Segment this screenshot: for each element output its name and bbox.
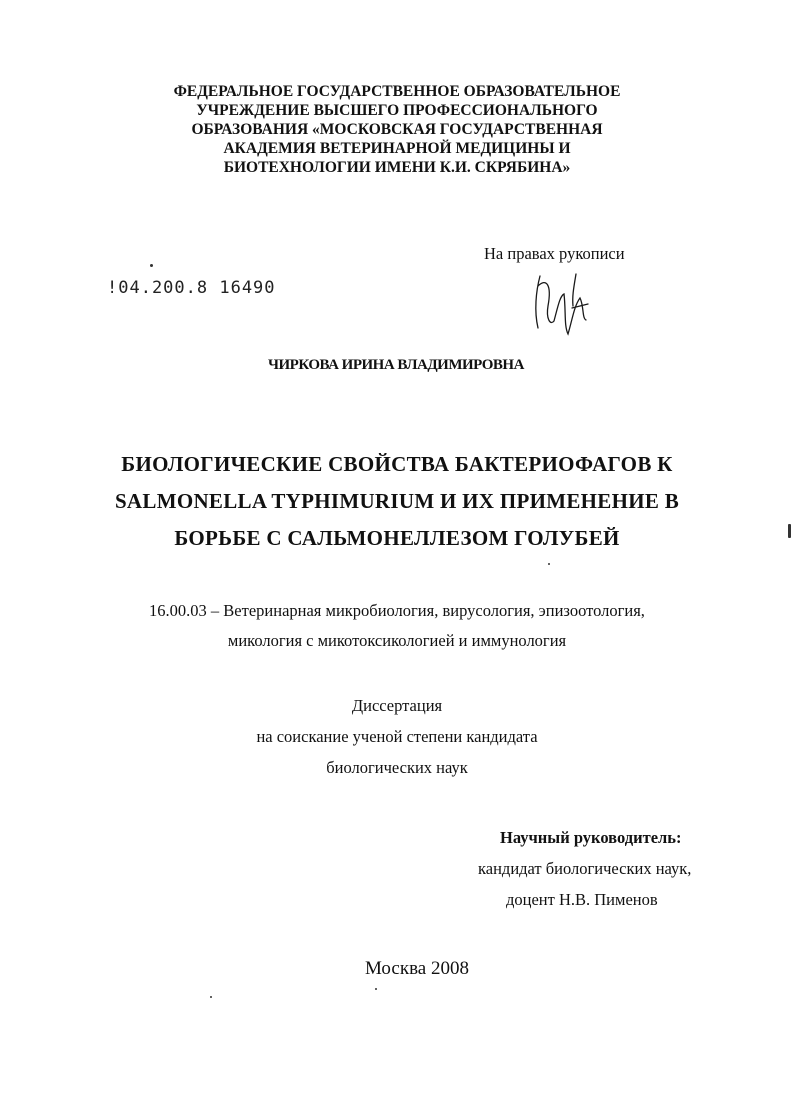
degree-line: на соискание ученой степени кандидата bbox=[256, 727, 538, 746]
title-line: БОРЬБЕ С САЛЬМОНЕЛЛЕЗОМ ГОЛУБЕЙ bbox=[174, 526, 620, 550]
specialty-code bbox=[0, 596, 794, 656]
institution-line: УЧРЕЖДЕНИЕ ВЫСШЕГО ПРОФЕССИОНАЛЬНОГО bbox=[196, 102, 598, 119]
institution-line: БИОТЕХНОЛОГИИ ИМЕНИ К.И. СКРЯБИНА» bbox=[223, 159, 571, 176]
degree-line: Диссертация bbox=[351, 696, 443, 715]
scan-speck bbox=[210, 996, 212, 998]
specialty-line: микология с микотоксикологией и иммунология bbox=[227, 631, 567, 650]
title-line: БИОЛОГИЧЕСКИЕ СВОЙСТВА БАКТЕРИОФАГОВ К bbox=[121, 452, 673, 476]
institution-line: АКАДЕМИЯ ВЕТЕРИНАРНОЙ МЕДИЦИНЫ И bbox=[223, 140, 571, 157]
dissertation-title bbox=[0, 446, 794, 557]
supervisor-name: доцент Н.В. Пименов bbox=[506, 890, 658, 909]
specialty-line: 16.00.03 – Ветеринарная микробиология, вирусология, эпизоотология, bbox=[149, 601, 645, 620]
supervisor-degree: кандидат биологических наук, bbox=[478, 859, 692, 878]
scan-speck bbox=[150, 264, 153, 267]
institution-header bbox=[0, 82, 794, 177]
city-year: Москва 2008 bbox=[365, 958, 469, 979]
degree-line: биологических наук bbox=[326, 758, 468, 777]
library-stamp-number: !04.200.8 16490 bbox=[107, 278, 276, 298]
dissertation-degree bbox=[0, 690, 794, 783]
manuscript-rights-note: На правах рукописи bbox=[484, 244, 625, 263]
institution-line: ФЕДЕРАЛЬНОЕ ГОСУДАРСТВЕННОЕ ОБРАЗОВАТЕЛЬНОЕ bbox=[173, 83, 621, 100]
scan-speck bbox=[375, 988, 377, 990]
institution-line: ОБРАЗОВАНИЯ «МОСКОВСКАЯ ГОСУДАРСТВЕННАЯ bbox=[191, 121, 603, 138]
signature-image bbox=[528, 266, 598, 340]
supervisor-heading: Научный руководитель: bbox=[500, 828, 682, 847]
title-line: SALMONELLA TYPHIMURIUM И ИХ ПРИМЕНЕНИЕ В bbox=[114, 489, 680, 513]
scan-speck bbox=[788, 524, 791, 538]
scan-speck bbox=[548, 563, 550, 565]
author-name: ЧИРКОВА ИРИНА ВЛАДИМИРОВНА bbox=[268, 357, 524, 373]
